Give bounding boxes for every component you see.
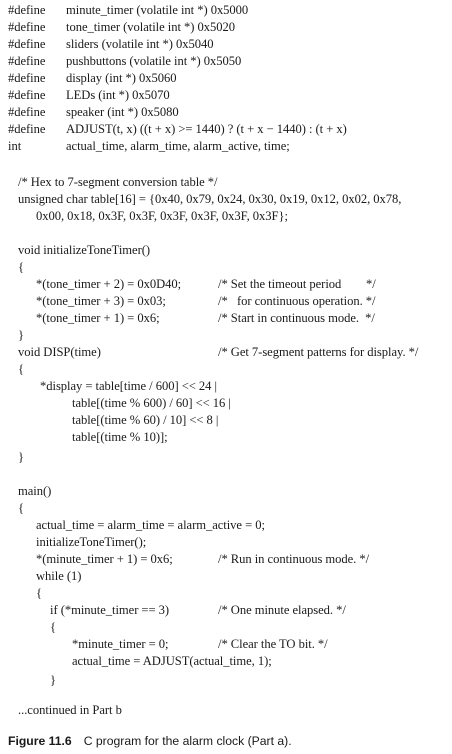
define-keyword: #define	[8, 71, 46, 85]
minute-timer-statement: *(minute_timer + 1) = 0x6;	[36, 552, 173, 566]
disp-statement-cont: table[(time % 10)];	[72, 430, 168, 444]
define-keyword: #define	[8, 122, 46, 136]
disp-statement-cont: table[(time % 60) / 10] << 8 |	[72, 413, 219, 427]
disp-function-signature: void DISP(time)	[18, 345, 101, 359]
clear-comment: /* Clear the TO bit. */	[218, 637, 328, 651]
define-keyword: #define	[8, 54, 46, 68]
init-statement: *(tone_timer + 2) = 0x0D40;	[36, 277, 182, 291]
disp-statement: *display = table[time / 600] << 24 |	[40, 379, 217, 393]
figure-title: C program for the alarm clock (Part a).	[83, 734, 292, 748]
continued-note: ...continued in Part b	[18, 703, 122, 717]
init-comment: /* Start in continuous mode. */	[218, 311, 375, 325]
define-body: speaker (int *) 0x5080	[66, 105, 179, 119]
init-comment: /* for continuous operation. */	[218, 294, 376, 308]
clear-statement: *minute_timer = 0;	[72, 637, 169, 651]
close-brace: }	[18, 450, 24, 464]
define-body: display (int *) 0x5060	[66, 71, 177, 85]
open-brace: {	[18, 260, 24, 274]
define-body: minute_timer (volatile int *) 0x5000	[66, 3, 249, 17]
close-brace: }	[18, 328, 24, 342]
disp-statement-cont: table[(time % 600) / 60] << 16 |	[72, 396, 231, 410]
adjust-statement: actual_time = ADJUST(actual_time, 1);	[72, 654, 272, 668]
table-comment: /* Hex to 7-segment conversion table */	[18, 175, 218, 189]
open-brace: {	[18, 501, 24, 515]
table-declaration-cont: 0x00, 0x18, 0x3F, 0x3F, 0x3F, 0x3F, 0x3F, 0x3F};	[36, 209, 288, 223]
define-body: sliders (volatile int *) 0x5040	[66, 37, 214, 51]
init-statement: *(tone_timer + 3) = 0x03;	[36, 294, 166, 308]
define-keyword: #define	[8, 88, 46, 102]
minute-timer-comment: /* Run in continuous mode. */	[218, 552, 370, 566]
main-statement: actual_time = alarm_time = alarm_active = 0;	[36, 518, 265, 532]
table-declaration: unsigned char table[16] = {0x40, 0x79, 0x24, 0x30, 0x19, 0x12, 0x02, 0x78,	[18, 192, 402, 206]
define-body: tone_timer (volatile int *) 0x5020	[66, 20, 235, 34]
int-keyword: int	[8, 139, 22, 153]
if-comment: /* One minute elapsed. */	[218, 603, 346, 617]
open-brace: {	[50, 620, 56, 634]
figure-caption	[8, 734, 292, 748]
while-statement: while (1)	[36, 569, 82, 583]
define-keyword: #define	[8, 20, 46, 34]
int-declaration: actual_time, alarm_time, alarm_active, time;	[66, 139, 290, 153]
define-body: ADJUST(t, x) ((t + x) >= 1440) ? (t + x − 1440) : (t + x)	[66, 122, 347, 136]
define-body: pushbuttons (volatile int *) 0x5050	[66, 54, 242, 68]
open-brace: {	[18, 362, 24, 376]
define-body: LEDs (int *) 0x5070	[66, 88, 170, 102]
init-statement: *(tone_timer + 1) = 0x6;	[36, 311, 160, 325]
main-statement: initializeToneTimer();	[36, 535, 147, 549]
if-statement: if (*minute_timer == 3)	[50, 603, 170, 617]
open-brace: {	[36, 586, 42, 600]
main-signature: main()	[18, 484, 52, 498]
figure-label: Figure 11.6	[8, 734, 72, 748]
define-keyword: #define	[8, 37, 46, 51]
disp-comment: /* Get 7-segment patterns for display. */	[218, 345, 419, 359]
close-brace: }	[50, 673, 56, 687]
define-keyword: #define	[8, 105, 46, 119]
define-keyword: #define	[8, 3, 46, 17]
init-comment: /* Set the timeout period */	[218, 277, 376, 291]
init-function-signature: void initializeToneTimer()	[18, 243, 151, 257]
